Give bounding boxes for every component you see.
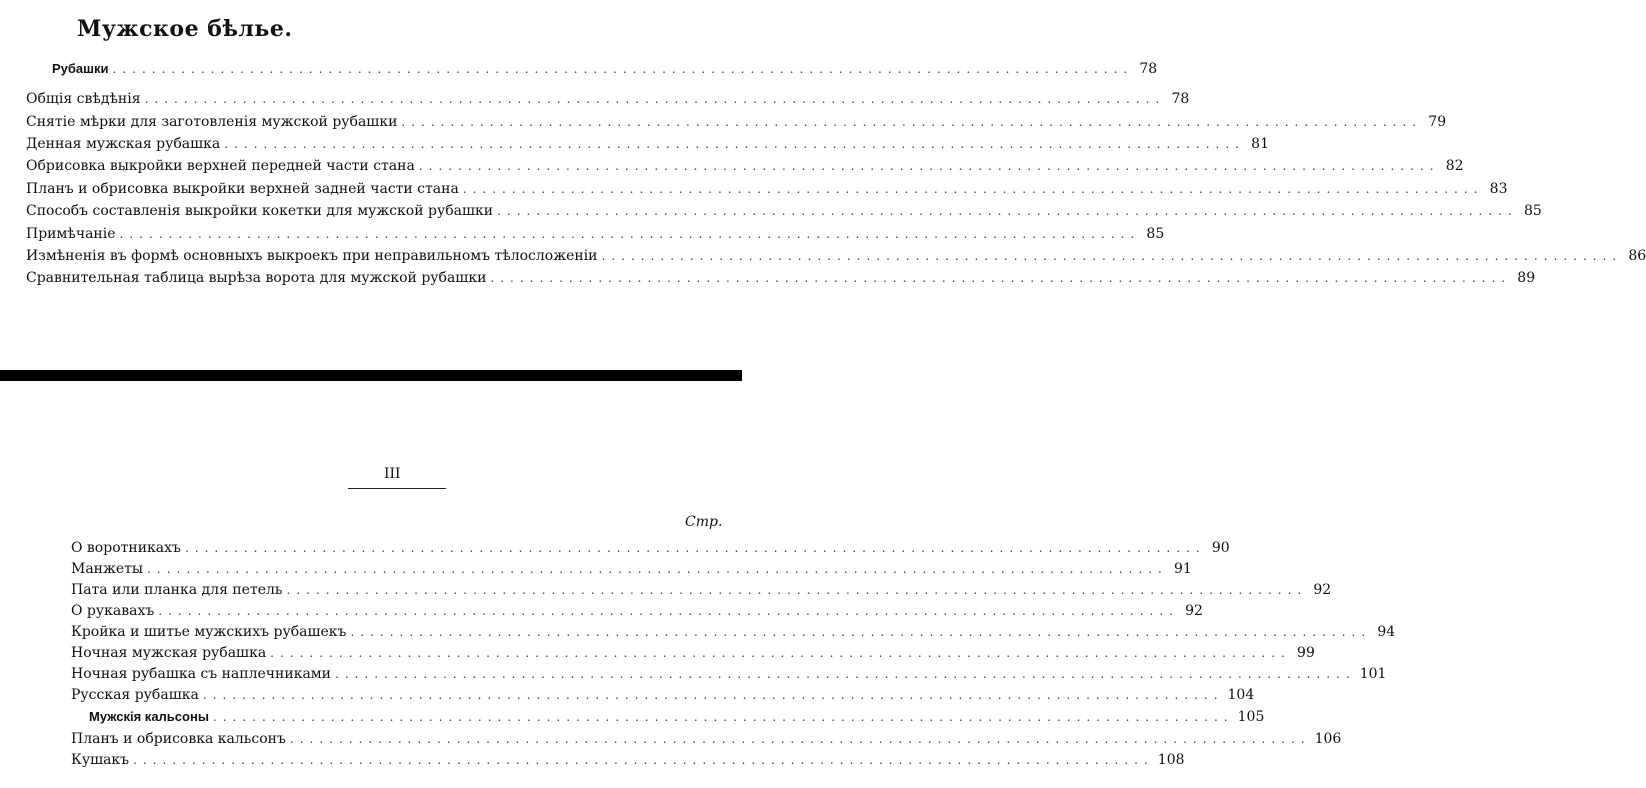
toc-entry-page: 91 bbox=[1173, 561, 1192, 577]
leader-dots: ........................................................................................................ bbox=[497, 204, 1518, 218]
leader-dots: ........................................................................................................ bbox=[335, 667, 1356, 681]
toc-entry-page: 89 bbox=[1517, 270, 1536, 286]
toc-entry bbox=[71, 601, 1203, 621]
toc-entry bbox=[71, 538, 1230, 558]
toc-entry-page: 90 bbox=[1211, 540, 1230, 556]
toc-entry-title: Русская рубашка bbox=[71, 687, 199, 703]
leader-dots: ........................................................................................................ bbox=[158, 604, 1179, 618]
leader-dots: ........................................................................................................ bbox=[184, 541, 1206, 555]
leader-dots: ........................................................................................................ bbox=[144, 92, 1166, 106]
leader-dots: ........................................................................................................ bbox=[418, 159, 1440, 173]
toc-entry bbox=[71, 622, 1396, 642]
toc-entry-page: 79 bbox=[1428, 114, 1447, 130]
roman-underline bbox=[348, 488, 446, 489]
toc-entry bbox=[26, 246, 1646, 266]
leader-dots: ........................................................................................................ bbox=[601, 249, 1623, 263]
toc-entry bbox=[52, 59, 1158, 79]
leader-dots: ........................................................................................................ bbox=[112, 62, 1134, 76]
toc-entry-page: 99 bbox=[1297, 645, 1315, 661]
leader-dots: ........................................................................................................ bbox=[270, 646, 1291, 660]
toc-entry-title: Способъ составленія выкройки кокетки для мужской рубашки bbox=[26, 203, 494, 219]
leader-dots: ........................................................................................................ bbox=[490, 271, 1512, 285]
toc-entry bbox=[26, 201, 1542, 221]
toc-entry-title: Снятіе мѣрки для заготовленія мужской рубашки bbox=[26, 114, 398, 130]
toc-entry bbox=[71, 685, 1255, 705]
toc-entry bbox=[71, 559, 1192, 579]
toc-entry-page: 104 bbox=[1227, 687, 1255, 703]
leader-dots: ........................................................................................................ bbox=[119, 227, 1141, 241]
toc-entry-title: Пата или планка для петель bbox=[71, 582, 283, 598]
toc-entry-title: Сравнительная таблица вырѣза ворота для мужской рубашки bbox=[26, 270, 487, 286]
toc-entry-title: О воротникахъ bbox=[71, 540, 181, 556]
toc-entry-page: 106 bbox=[1314, 731, 1342, 747]
leader-dots: ........................................................................................................ bbox=[202, 688, 1224, 702]
toc-entry-title: Рубашки bbox=[52, 61, 109, 76]
toc-entry-title: Мужскія кальсоны bbox=[89, 709, 209, 724]
toc-entry bbox=[26, 156, 1464, 176]
toc-entry-page: 81 bbox=[1251, 136, 1269, 152]
toc-entry bbox=[26, 89, 1190, 109]
page-roman-numeral: III bbox=[384, 466, 401, 482]
toc-entry bbox=[89, 707, 1265, 727]
toc-entry-title: Планъ и обрисовка выкройки верхней задней части стана bbox=[26, 181, 459, 197]
toc-entry-title: Измѣненія въ формѣ основныхъ выкроекъ при неправильномъ тѣлосложеніи bbox=[26, 248, 598, 264]
toc-entry-title: Кушакъ bbox=[71, 752, 130, 768]
toc-entry bbox=[71, 750, 1185, 770]
toc-entry-title: Обрисовка выкройки верхней передней части стана bbox=[26, 158, 415, 174]
leader-dots: ........................................................................................................ bbox=[289, 732, 1311, 746]
toc-entry bbox=[26, 268, 1536, 288]
toc-entry-page: 94 bbox=[1377, 624, 1396, 640]
toc-entry-page: 108 bbox=[1157, 752, 1185, 768]
toc-entry-page: 86 bbox=[1628, 248, 1646, 264]
toc-entry bbox=[26, 179, 1508, 199]
toc-entry bbox=[26, 112, 1447, 132]
toc-entry-page: 85 bbox=[1146, 226, 1165, 242]
toc-entry bbox=[71, 664, 1387, 684]
leader-dots: ........................................................................................................ bbox=[224, 137, 1245, 151]
toc-entry-page: 85 bbox=[1523, 203, 1542, 219]
toc-entry bbox=[71, 580, 1332, 600]
toc-entry-page: 105 bbox=[1237, 709, 1265, 725]
toc-entry-title: Общія свѣдѣнія bbox=[26, 91, 141, 107]
leader-dots: ........................................................................................................ bbox=[147, 562, 1168, 576]
toc-entry-title: Примѣчаніе bbox=[26, 226, 116, 242]
page-divider-bar bbox=[0, 370, 742, 381]
toc-entry-title: Кройка и шитье мужскихъ рубашекъ bbox=[71, 624, 347, 640]
toc-entry-title: Ночная рубашка съ наплечниками bbox=[71, 666, 332, 682]
toc-entry-page: 92 bbox=[1313, 582, 1332, 598]
leader-dots: ........................................................................................................ bbox=[133, 753, 1154, 767]
toc-entry bbox=[26, 224, 1165, 244]
toc-entry-page: 101 bbox=[1359, 666, 1387, 682]
toc-entry-title: Денная мужская рубашка bbox=[26, 136, 221, 152]
section-title: Мужское бѣлье. bbox=[77, 16, 293, 42]
leader-dots: ........................................................................................................ bbox=[350, 625, 1372, 639]
leader-dots: ........................................................................................................ bbox=[212, 710, 1234, 724]
leader-dots: ........................................................................................................ bbox=[462, 182, 1484, 196]
toc-entry-title: О рукавахъ bbox=[71, 603, 155, 619]
toc-entry-page: 92 bbox=[1185, 603, 1203, 619]
toc-entry bbox=[71, 643, 1315, 663]
toc-entry-title: Планъ и обрисовка кальсонъ bbox=[71, 731, 286, 747]
toc-entry-title: Ночная мужская рубашка bbox=[71, 645, 267, 661]
toc-entry-page: 78 bbox=[1171, 91, 1190, 107]
toc-entry bbox=[26, 134, 1269, 154]
leader-dots: ........................................................................................................ bbox=[286, 583, 1308, 597]
toc-entry-page: 82 bbox=[1445, 158, 1464, 174]
toc-entry-title: Манжеты bbox=[71, 561, 144, 577]
toc-entry-page: 83 bbox=[1489, 181, 1508, 197]
leader-dots: ........................................................................................................ bbox=[401, 115, 1423, 129]
page-column-label: Стр. bbox=[685, 514, 723, 530]
toc-entry-page: 78 bbox=[1139, 61, 1158, 77]
toc-entry bbox=[71, 729, 1342, 749]
